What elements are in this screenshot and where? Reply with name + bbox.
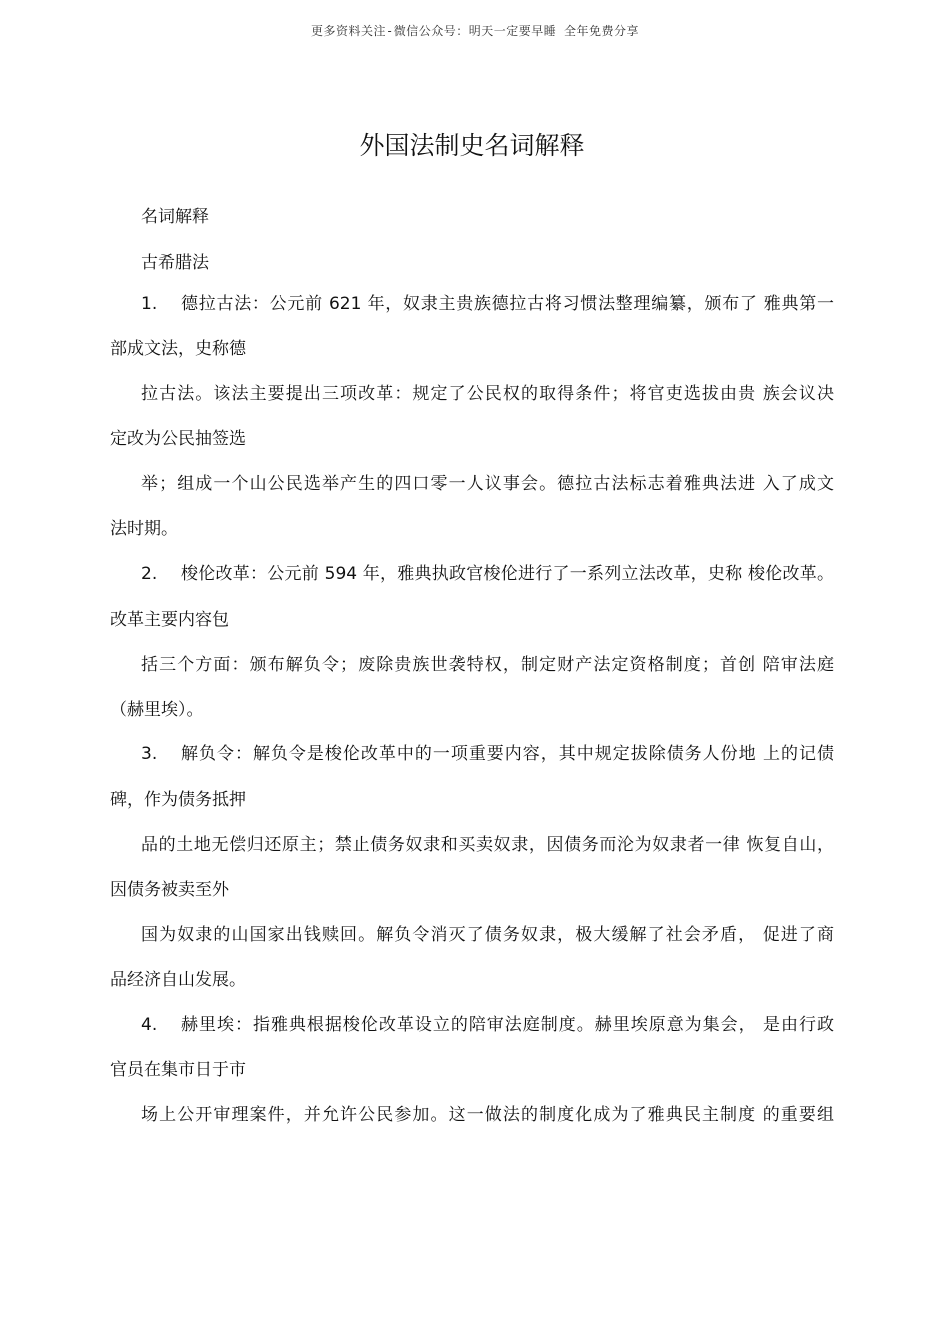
list-item-text: 改革主要内容包 <box>110 610 229 630</box>
list-item-number: 1. <box>141 294 158 314</box>
list-item-text: 解负令：解负令是梭伦改革中的一项重要内容，其中规定拔除债务人份地 上的记债 <box>181 744 834 764</box>
list-item-text: 举；组成一个山公民选举产生的四口零一人议事会。德拉古法标志着雅典法进 入了成文 <box>141 474 834 494</box>
list-item-1-first-line <box>141 292 834 316</box>
list-item-text: 赫里埃：指雅典根据梭伦改革设立的陪审法庭制度。赫里埃原意为集会， 是由行政 <box>181 1015 834 1035</box>
list-item-text: 国为奴隶的山国家出钱赎回。解负令消灭了债务奴隶，极大缓解了社会矛盾， 促进了商 <box>141 925 834 945</box>
list-item-text: 法时期。 <box>110 519 178 539</box>
list-item-text: 定改为公民抽签选 <box>110 429 246 449</box>
list-item-3-first-line <box>141 742 834 766</box>
list-item-number: 3. <box>141 744 158 764</box>
list-item-text: 拉古法。该法主要提出三项改革：规定了公民权的取得条件；将官吏选拔由贵 族会议决 <box>141 384 834 404</box>
list-item-2-first-line <box>141 562 834 586</box>
list-item-text: （赫里埃）。 <box>110 700 204 720</box>
list-item-number: 4. <box>141 1015 158 1035</box>
list-item-text: 品的土地无偿归还原主；禁止债务奴隶和买卖奴隶，因债务而沦为奴隶者一律 恢复自山， <box>141 835 834 855</box>
list-item-text: 场上公开审理案件，并允许公民参加。这一做法的制度化成为了雅典民主制度 的重要组 <box>141 1105 834 1125</box>
subsection-heading: 古希腊法 <box>141 253 209 273</box>
list-item-text: 部成文法，史称德 <box>110 339 246 359</box>
list-item-4-first-line <box>141 1013 834 1037</box>
list-item-text: 梭伦改革：公元前 594 年，雅典执政官梭伦进行了一系列立法改革，史称 梭伦改革。 <box>181 564 834 584</box>
section-heading: 名词解释 <box>141 207 209 227</box>
list-item-text: 品经济自山发展。 <box>110 970 246 990</box>
list-item-number: 2. <box>141 564 158 584</box>
document-title: 外国法制史名词解释 <box>359 131 585 160</box>
list-item-text: 括三个方面：颁布解负令；废除贵族世袭特权，制定财产法定资格制度；首创 陪审法庭 <box>141 655 834 675</box>
list-item-text: 因债务被卖至外 <box>110 880 229 900</box>
list-item-text: 德拉古法：公元前 621 年，奴隶主贵族德拉古将习惯法整理编纂，颁布了 雅典第一 <box>181 294 834 314</box>
page-header-note: 更多资料关注-微信公众号：明天一定要早睡 全年免费分享 <box>311 24 639 38</box>
list-item-text: 碑，作为债务抵押 <box>110 790 246 810</box>
list-item-text: 官员在集市日于市 <box>110 1060 246 1080</box>
